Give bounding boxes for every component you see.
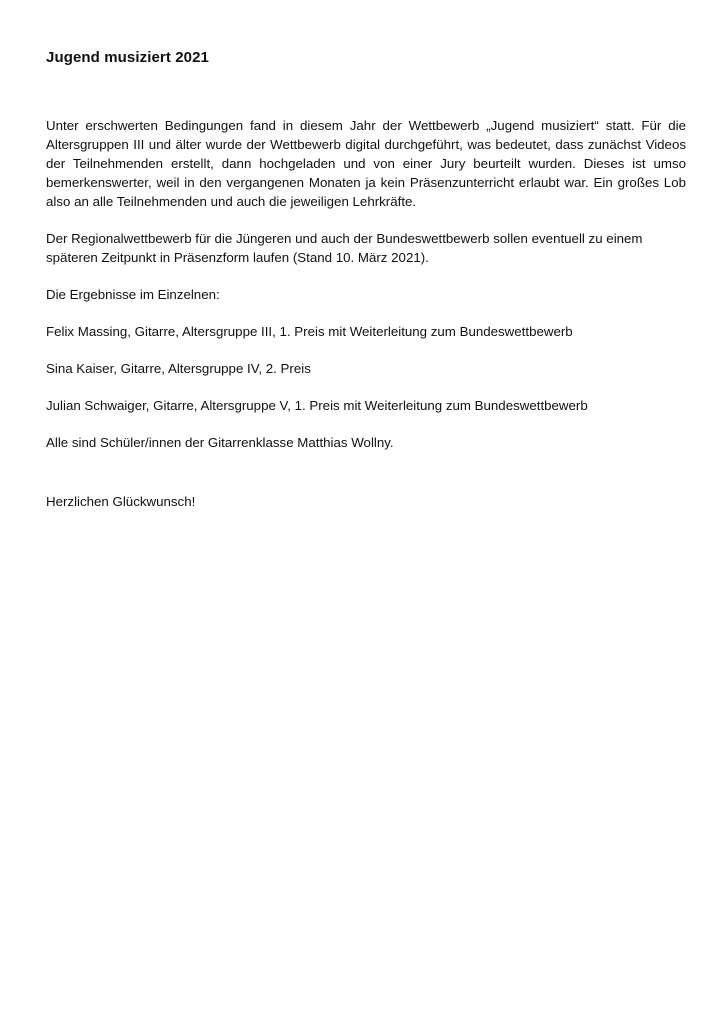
document-title: Jugend musiziert 2021: [46, 49, 209, 66]
result-item-2: Sina Kaiser, Gitarre, Altersgruppe IV, 2. Preis: [46, 361, 311, 376]
students-note: Alle sind Schüler/innen der Gitarrenklasse Matthias Wollny.: [46, 435, 394, 450]
congratulations-text: Herzlichen Glückwunsch!: [46, 494, 196, 509]
result-item-3: Julian Schwaiger, Gitarre, Altersgruppe V, 1. Preis mit Weiterleitung zum Bundeswettbewerb: [46, 398, 588, 413]
regional-paragraph: Der Regionalwettbewerb für die Jüngeren und auch der Bundeswettbewerb sollen eventuell zu einem späteren Zeitpunkt in Präsenzform laufen (Stand 10. März 2021).: [46, 231, 643, 265]
results-heading: Die Ergebnisse im Einzelnen:: [46, 287, 220, 302]
document-body: [46, 116, 686, 511]
document-page: [46, 46, 686, 529]
intro-paragraph: Unter erschwerten Bedingungen fand in diesem Jahr der Wettbewerb „Jugend musiziert“ statt. Für die Altersgruppen III und älter wurde der Wettbewerb digital durchgeführt, was bedeutet, dass zunächst Videos der Teilnehmenden erstellt, dann hochgeladen und von einer Jury beurteilt wurden. Dieses ist umso bemerkenswerter, weil in den vergangenen Monaten ja kein Präsenzunterricht erlaubt war. Ein großes Lob also an alle Teilnehmenden und auch die jeweiligen Lehrkräfte.: [46, 118, 686, 209]
result-item-1: Felix Massing, Gitarre, Altersgruppe III, 1. Preis mit Weiterleitung zum Bundeswettbewerb: [46, 324, 573, 339]
